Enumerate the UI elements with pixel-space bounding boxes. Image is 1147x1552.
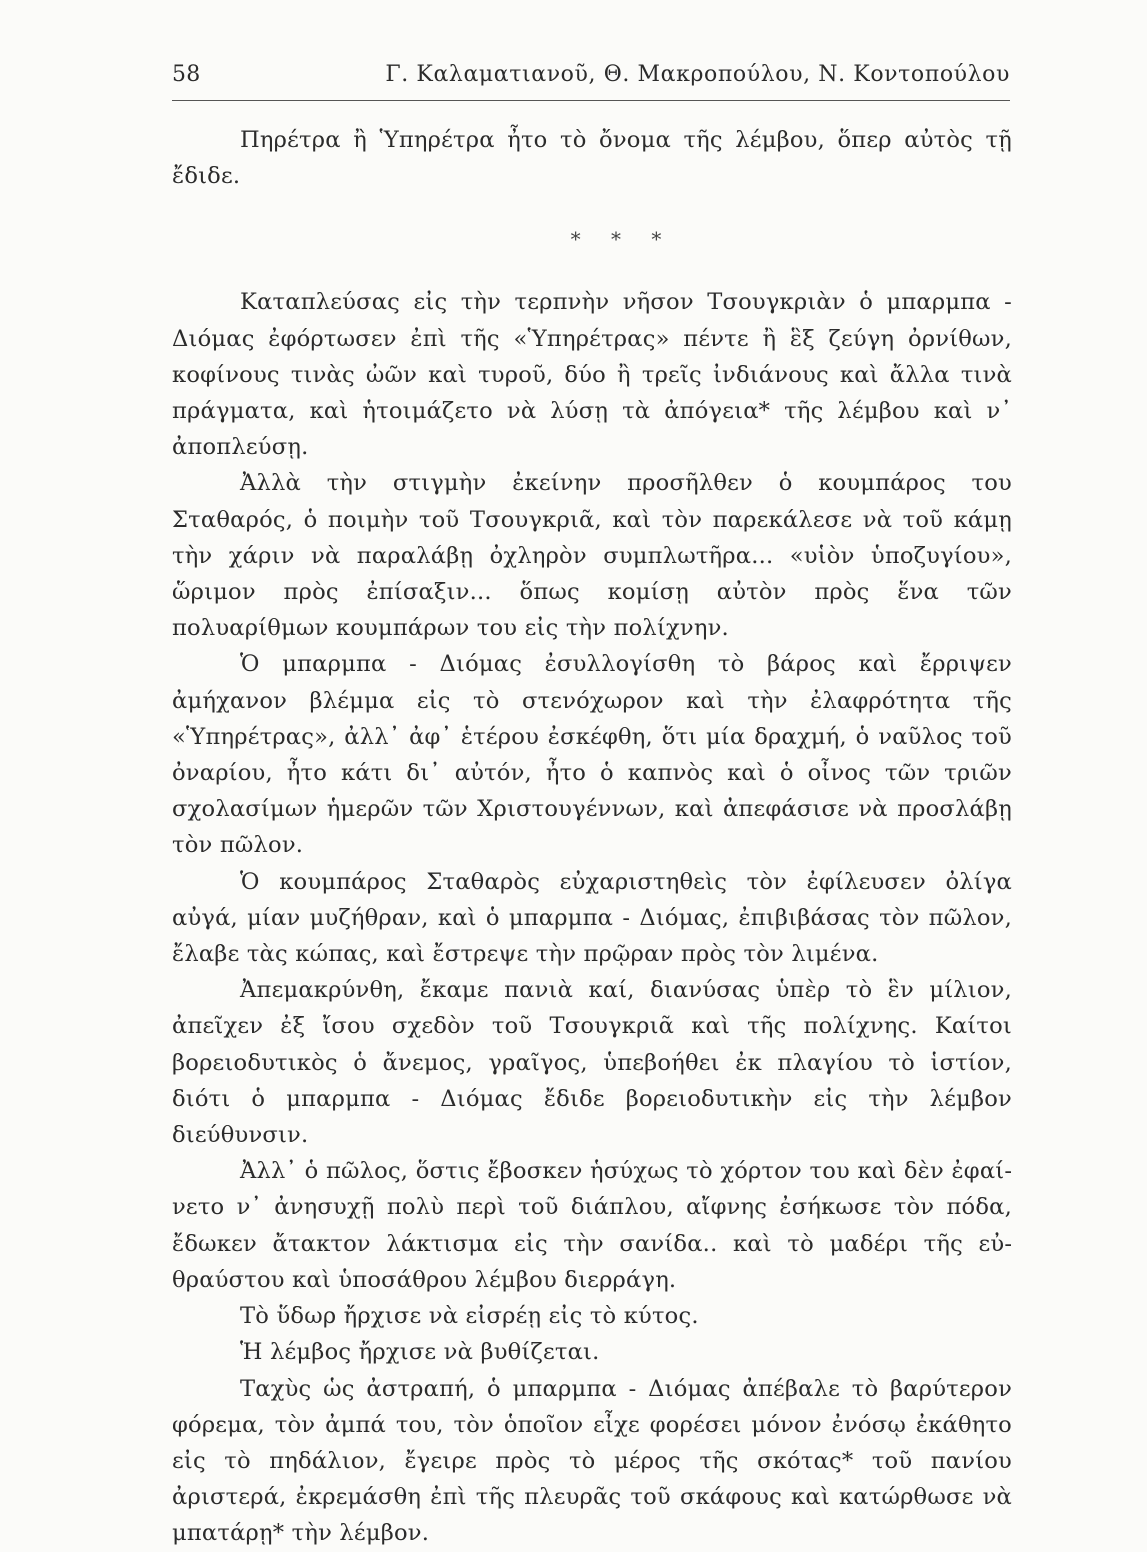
running-head (172, 62, 1010, 96)
paragraph: Ἀλλ᾽ ὁ πῶλος, ὅστις ἔβοσκεν ἡσύχως τὸ χόρτον του καὶ δὲν ἐφαίνετο ν᾽ ἀνησυχῇ πολὺ περὶ τοῦ διάπλου, αἴφνης ἐσήκωσε τὸν πόδα, ἔδωκεν ἄτακτον λάκτισμα εἰς τὴν σανίδα.. καὶ τὸ μαδέρι τῆς εὐθραύστου καὶ ὑποσάθρου λέμβου διερράγη. (172, 1158, 1012, 1293)
paragraph: Ταχὺς ὡς ἀστραπή, ὁ μπαρμπα - Διόμας ἀπέβαλε τὸ βαρύτερον φόρεμα, τὸν ἀμπά του, τὸν ὁποῖον εἶχε φορέσει μόνον ἐνόσῳ ἐκάθητο εἰς τὸ πηδάλιον, ἔγειρε πρὸς τὸ μέρος τῆς σκότας* τοῦ πανίου ἀριστερά, ἐκρεμάσθη ἐπὶ τῆς πλευρᾶς τοῦ σκάφους καὶ κατώρθωσε νὰ μπατάρῃ* τὴν λέμβον. (172, 1375, 1012, 1547)
opening-paragraph: Πηρέτρα ἢ Ὑπηρέτρα ἦτο τὸ ὄνομα τῆς λέμβου, ὅπερ αὐτὸς τῇ ἔδιδε. (172, 127, 1012, 190)
paragraph: Ἡ λέμβος ἤρχισε νὰ βυθίζεται. (240, 1339, 600, 1366)
section-break-asterism: * * * (570, 227, 674, 252)
header-rule (172, 100, 1010, 101)
paragraph: Ὁ μπαρμπα - Διόμας ἐσυλλογίσθη τὸ βάρος καὶ ἔρριψεν ἀμήχανον βλέμμα εἰς τὸ στενόχωρον καὶ τὴν ἐλαφρότητα τῆς «Ὑπηρέτρας», ἀλλ᾽ ἀφ᾽ ἑτέρου ἐσκέφθη, ὅτι μία δραχμή, ὁ ναῦλος τοῦ ὀναρίου, ἦτο κάτι δι᾽ αὐτόν, ἦτο ὁ καπνὸς καὶ ὁ οἶνος τῶν τριῶν σχολασίμων ἡμερῶν τῶν Χριστουγέννων, καὶ ἀπεφάσισε νὰ προσλάβῃ τὸν πῶλον. (172, 651, 1012, 859)
running-head-title: Γ. Καλαματιανοῦ, Θ. Μακροπούλου, Ν. Κοντοπούλου (385, 62, 1010, 87)
paragraph: Καταπλεύσας εἰς τὴν τερπνὴν νῆσον Τσουγκριὰν ὁ μπαρμπα - Διόμας ἐφόρτωσεν ἐπὶ τῆς «Ὑπηρέτρας» πέντε ἢ ἓξ ζεύγη ὀρνίθων, κοφίνους τινὰς ὠῶν καὶ τυροῦ, δύο ἢ τρεῖς ἰνδιάνους καὶ ἄλλα τινὰ πράγματα, καὶ ἡτοιμάζετο νὰ λύσῃ τὰ ἀπόγεια* τῆς λέμβου καὶ ν᾽ ἀποπλεύσῃ. (172, 289, 1012, 461)
page-number: 58 (172, 62, 201, 87)
body-text (172, 122, 1012, 1552)
paragraph: Τὸ ὕδωρ ἤρχισε νὰ εἰσρέῃ εἰς τὸ κύτος. (240, 1303, 699, 1330)
paragraph: Ὁ κουμπάρος Σταθαρὸς εὐχαριστηθεὶς τὸν ἐφίλευσεν ὀλίγα αὐγά, μίαν μυζήθραν, καὶ ὁ μπαρμπα - Διόμας, ἐπιβιβάσας τὸν πῶλον, ἔλαβε τὰς κώπας, καὶ ἔστρεψε τὴν πρῷραν πρὸς τὸν λιμένα. (172, 868, 1012, 968)
paragraph: Ἀπεμακρύνθη, ἔκαμε πανιὰ καί, διανύσας ὑπὲρ τὸ ἓν μίλιον, ἀπεῖχεν ἐξ ἴσου σχεδὸν τοῦ Τσουγκριᾶ καὶ τῆς πολίχνης. Καίτοι βορειοδυτικὸς ὁ ἄνεμος, γραῖγος, ὑπεβοήθει ἐκ πλαγίου τὸ ἱστίον, διότι ὁ μπαρμπα - Διόμας ἔδιδε βορειοδυτικὴν εἰς τὴν λέμβον διεύθυνσιν. (172, 977, 1012, 1149)
paragraph: Ἀλλὰ τὴν στιγμὴν ἐκείνην προσῆλθεν ὁ κουμπάρος του Σταθαρός, ὁ ποιμὴν τοῦ Τσουγκριᾶ, καὶ τὸν παρεκάλεσε νὰ τοῦ κάμῃ τὴν χάριν νὰ παραλάβῃ ὀχληρὸν συμπλωτῆρα... «υἱὸν ὑποζυγίου», ὥριμον πρὸς ἐπίσαξιν... ὅπως κομίσῃ αὐτὸν πρὸς ἕνα τῶν πολυαρίθμων κουμπάρων του εἰς τὴν πολίχνην. (172, 470, 1012, 642)
